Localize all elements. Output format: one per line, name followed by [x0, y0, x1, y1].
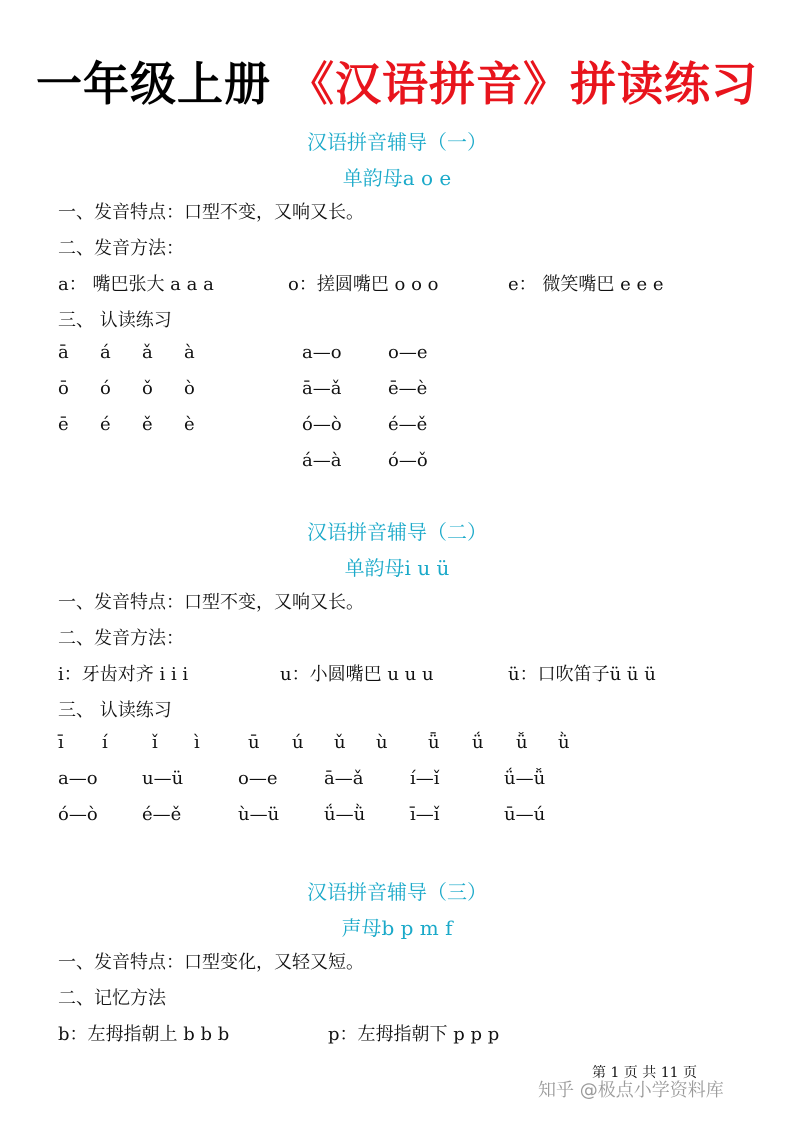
tone-pair: í—ǐ: [410, 768, 440, 789]
section3-subheading: 声母b p m f: [341, 916, 453, 940]
tone-pair: ǘ—ǜ: [324, 804, 366, 825]
tone-pair: ǘ—ǚ: [504, 768, 546, 789]
tone-pair: ó—ò: [58, 804, 98, 825]
tone-syllable: ú: [292, 732, 304, 753]
section2-practice-label: 三、 认读练习: [58, 700, 172, 721]
section3-method-label: 二、记忆方法: [58, 988, 166, 1009]
tone-pair: ī—ǐ: [410, 804, 440, 825]
tone-syllable: ò: [184, 378, 195, 399]
tone-syllable: è: [184, 414, 195, 435]
tone-pair: ē—è: [388, 378, 428, 399]
document-title: [0, 48, 794, 114]
section1-method-a: a： 嘴巴张大 a a a: [58, 274, 214, 295]
tone-pair: ù—ü: [238, 804, 280, 825]
section1-point: 一、发音特点：口型不变，又响又长。: [58, 202, 364, 223]
tone-pair: ū—ú: [504, 804, 546, 825]
title-subject: 《汉语拼音》拼读练习: [288, 57, 758, 111]
tone-syllable: ū: [248, 732, 260, 753]
section2-method-u: u：小圆嘴巴 u u u: [280, 664, 434, 685]
section1-method-label: 二、发音方法：: [58, 238, 184, 259]
tone-pair: é—ě: [142, 804, 182, 825]
tone-syllable: ù: [376, 732, 388, 753]
tone-syllable: ǘ: [472, 732, 484, 753]
tone-pair: u—ü: [142, 768, 184, 789]
section3-point: 一、发音特点：口型变化，又轻又短。: [58, 952, 364, 973]
tone-syllable: á: [100, 342, 111, 363]
section2-point: 一、发音特点：口型不变，又响又长。: [58, 592, 364, 613]
section1-method-o: o：搓圆嘴巴 o o o: [288, 274, 439, 295]
tone-pair: o—e: [238, 768, 278, 789]
tone-pair: ó—ǒ: [388, 450, 428, 471]
tone-syllable: ā: [58, 342, 69, 363]
section2-method-i: i：牙齿对齐 i i i: [58, 664, 189, 685]
tone-syllable: ǔ: [334, 732, 346, 753]
tone-syllable: ī: [58, 732, 64, 753]
section1-method-e: e： 微笑嘴巴 e e e: [508, 274, 664, 295]
watermark: 知乎 @极点小学资料库: [538, 1080, 724, 1101]
tone-syllable: ē: [58, 414, 69, 435]
section2-method-label: 二、发音方法：: [58, 628, 184, 649]
title-grade: 一年级上册: [35, 57, 271, 111]
tone-syllable: ǎ: [142, 342, 153, 363]
tone-syllable: ǖ: [428, 732, 440, 753]
tone-pair: é—ě: [388, 414, 428, 435]
tone-pair: ā—ǎ: [324, 768, 364, 789]
section2-heading: 汉语拼音辅导（二）: [307, 520, 487, 544]
section1-subheading: 单韵母a o e: [342, 166, 452, 190]
section3-method-p: p：左拇指朝下 p p p: [328, 1024, 500, 1045]
tone-syllable: í: [102, 732, 108, 753]
tone-syllable: é: [100, 414, 111, 435]
section1-heading: 汉语拼音辅导（一）: [307, 130, 487, 154]
tone-syllable: ō: [58, 378, 69, 399]
tone-pair: o—e: [388, 342, 428, 363]
tone-syllable: ǐ: [152, 732, 158, 753]
tone-pair: a—o: [58, 768, 98, 789]
section3-heading: 汉语拼音辅导（三）: [307, 880, 487, 904]
tone-syllable: ǜ: [558, 732, 570, 753]
tone-syllable: ǚ: [516, 732, 528, 753]
section2-subheading: 单韵母i u ü: [344, 556, 450, 580]
section2-method-v: ü：口吹笛子ü ü ü: [508, 664, 656, 685]
page-number: 第 1 页 共 11 页: [592, 1065, 697, 1081]
tone-pair: á—à: [302, 450, 342, 471]
tone-pair: ā—ǎ: [302, 378, 342, 399]
tone-syllable: ǒ: [142, 378, 153, 399]
tone-syllable: à: [184, 342, 195, 363]
section1-practice-label: 三、 认读练习: [58, 310, 172, 331]
section3-method-b: b：左拇指朝上 b b b: [58, 1024, 230, 1045]
tone-pair: ó—ò: [302, 414, 342, 435]
tone-syllable: ě: [142, 414, 153, 435]
tone-syllable: ó: [100, 378, 111, 399]
tone-pair: a—o: [302, 342, 342, 363]
tone-syllable: ì: [194, 732, 200, 753]
